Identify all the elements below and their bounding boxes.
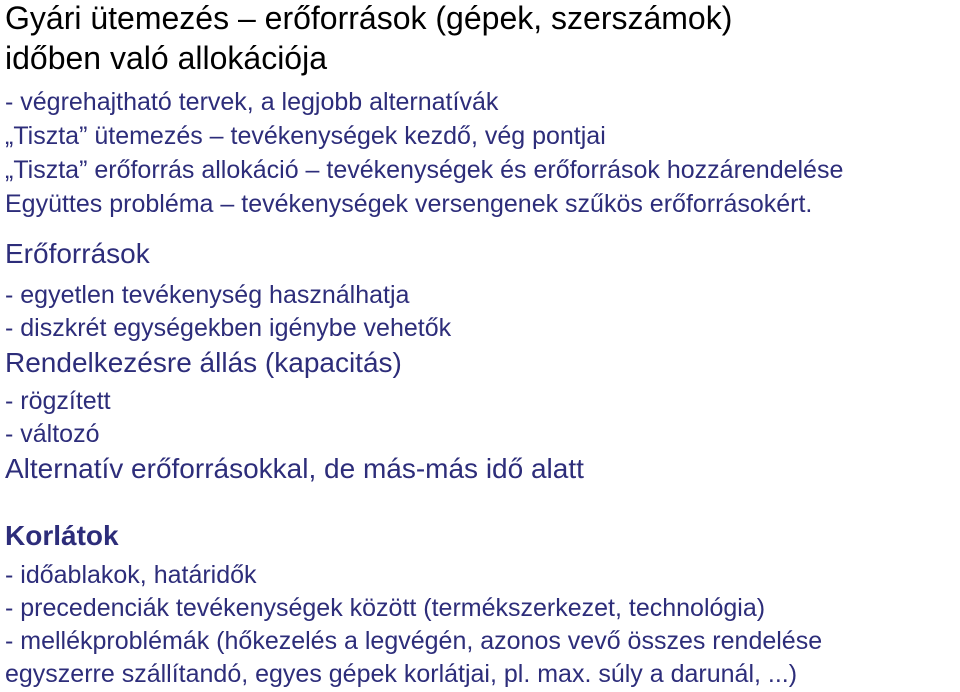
constraints-heading: Korlátok [5,520,119,551]
constraints-item: - időablakok, határidők [5,561,257,589]
resources-heading: Erőforrások [5,238,150,269]
intro-line: „Tiszta” ütemezés – tevékenységek kezdő, vég pontjai [5,122,606,150]
intro-line: - végrehajtható tervek, a legjobb alternatívák [5,88,499,116]
intro-line: „Tiszta” erőforrás allokáció – tevékenységek és erőforrások hozzárendelése [5,156,844,184]
constraints-item: - precedenciák tevékenységek között (termékszerkezet, technológia) [5,594,766,622]
slide-title-line-2: időben való allokációja [5,40,327,76]
constraints-item: - mellékproblémák (hőkezelés a legvégén, azonos vevő összes rendelése [5,627,823,655]
slide-title-line-1: Gyári ütemezés – erőforrások (gépek, szerszámok) [5,0,733,36]
alternative-resources-text: Alternatív erőforrásokkal, de más-más idő alatt [5,453,584,484]
availability-item: - változó [5,420,100,448]
constraints-item: egyszerre szállítandó, egyes gépek korlátjai, pl. max. súly a darunál, ...) [5,660,798,688]
resources-item: - egyetlen tevékenység használhatja [5,281,410,309]
intro-line: Együttes probléma – tevékenységek versengenek szűkös erőforrásokért. [5,190,813,218]
resources-item: - diszkrét egységekben igénybe vehetők [5,314,452,342]
availability-item: - rögzített [5,387,111,415]
availability-heading: Rendelkezésre állás (kapacitás) [5,347,402,378]
